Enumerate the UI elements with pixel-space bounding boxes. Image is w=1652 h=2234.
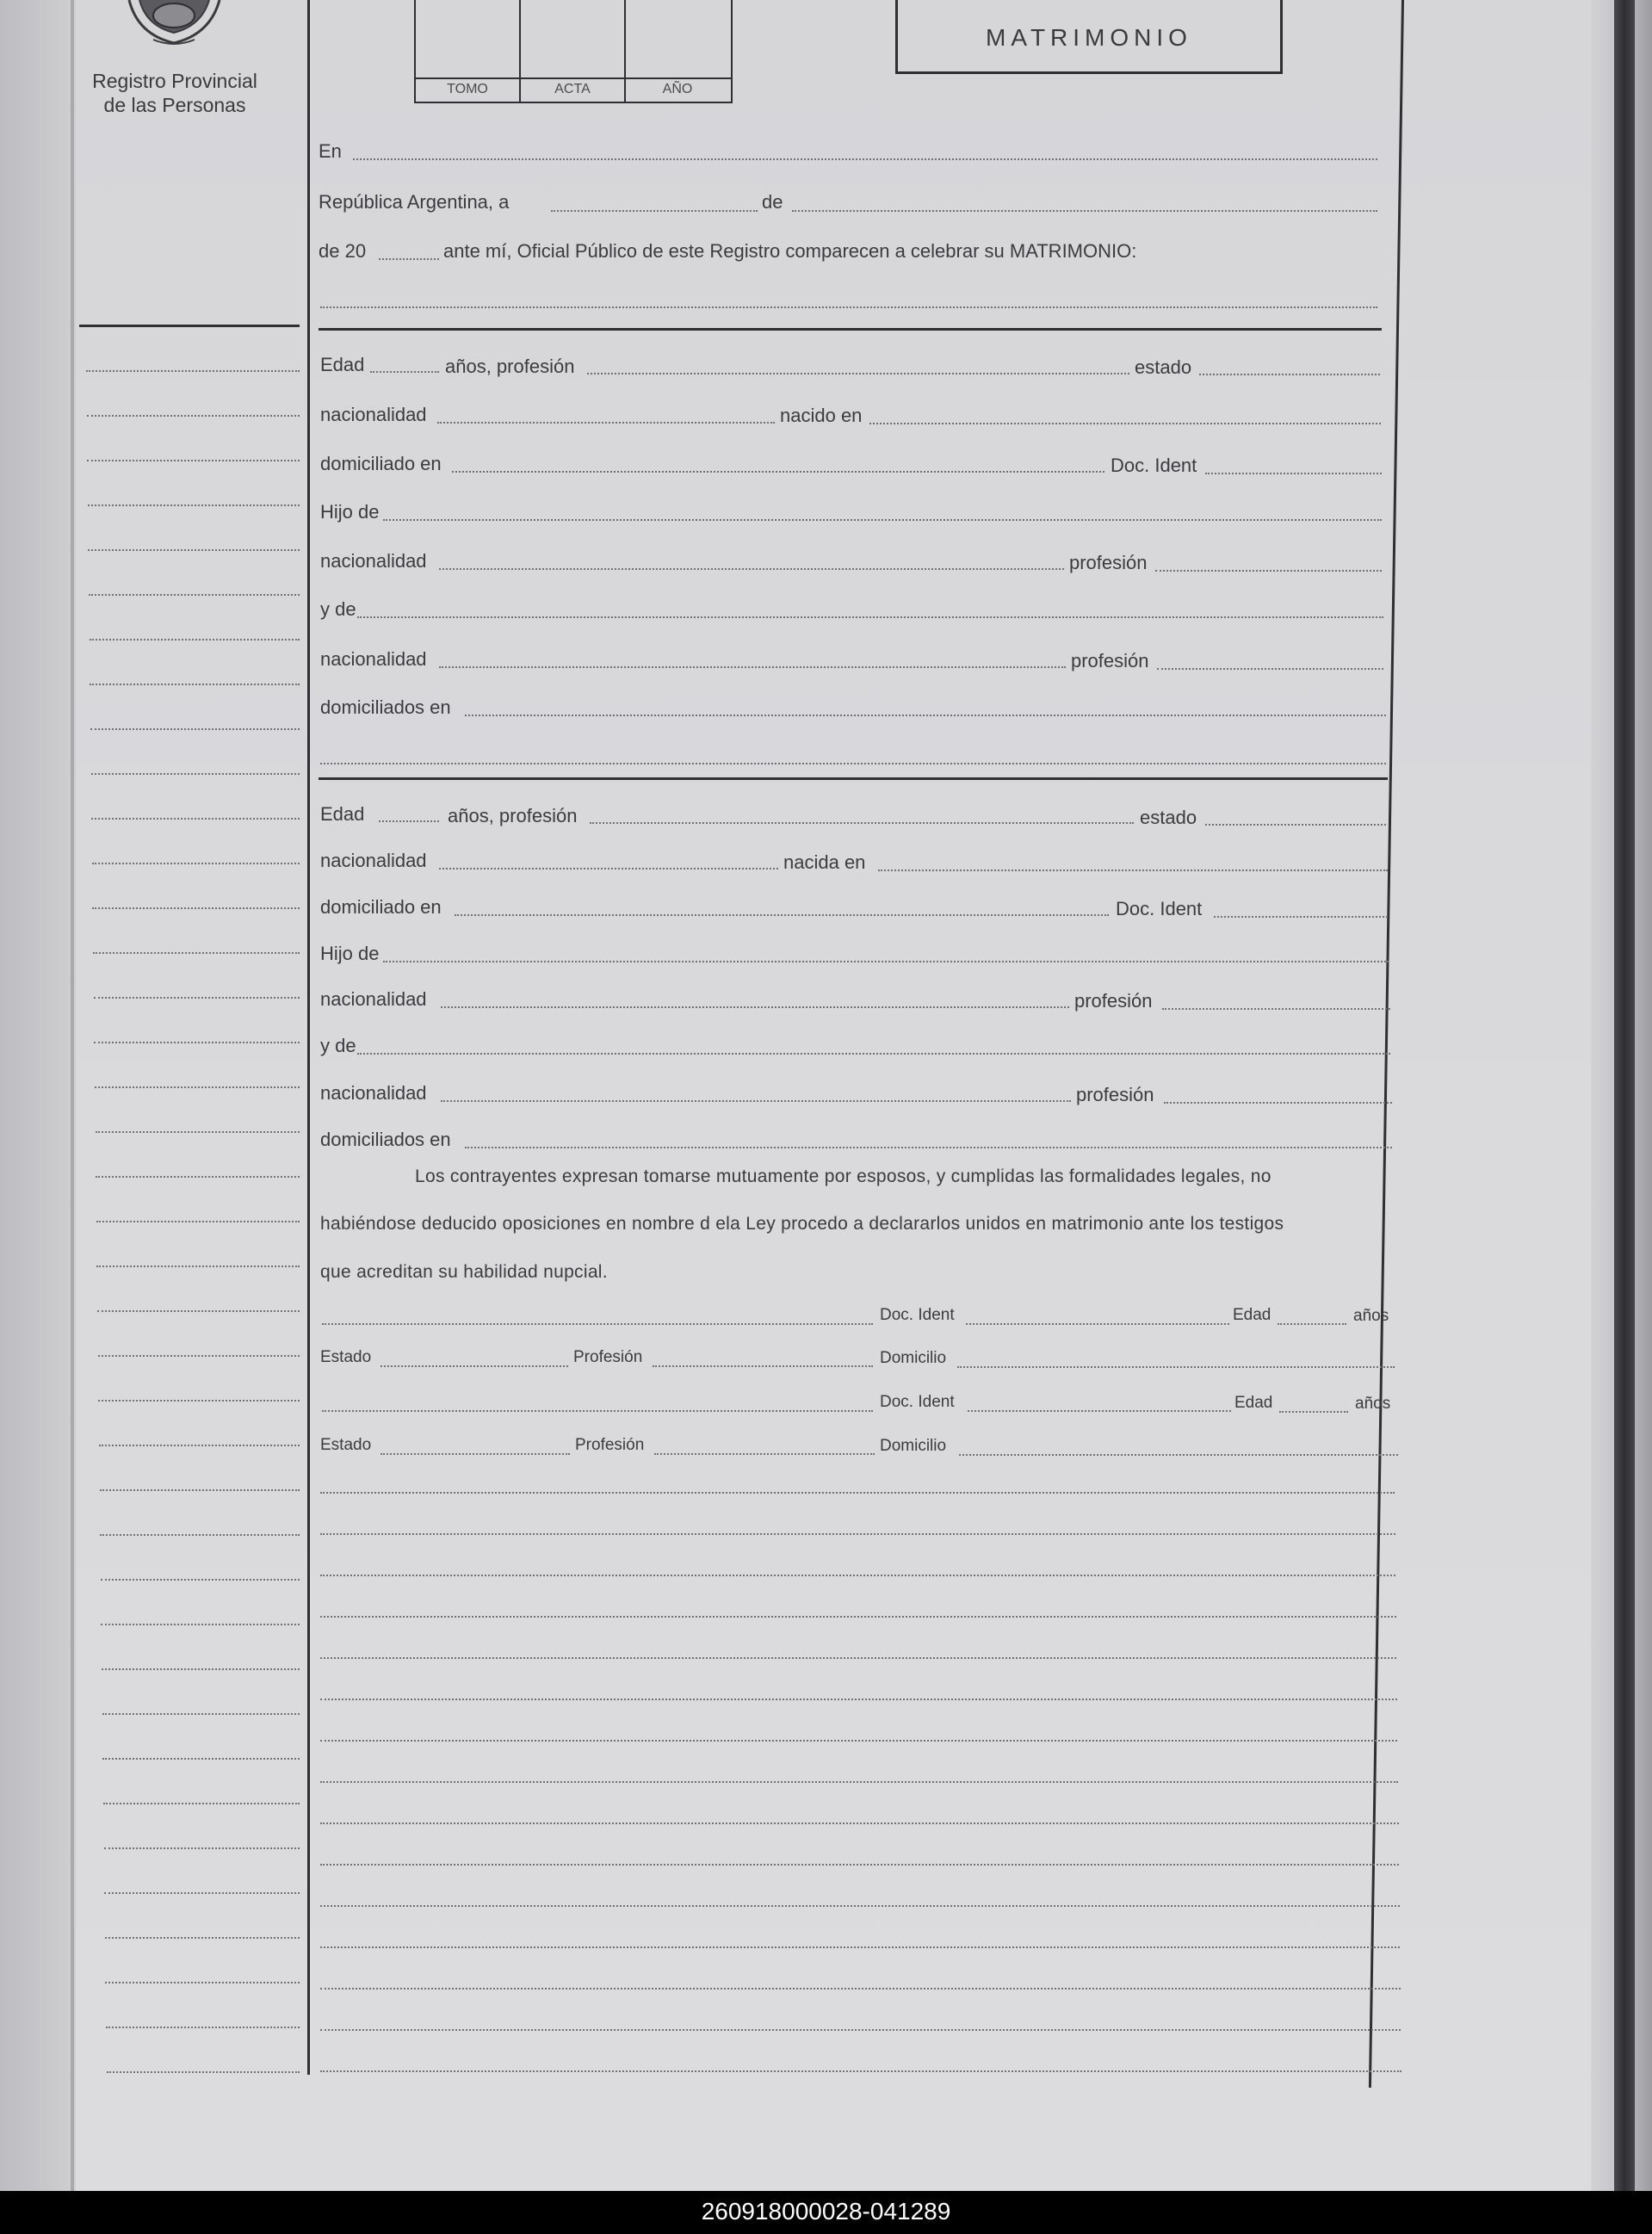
- w2-doc-ident-field[interactable]: [968, 1410, 1231, 1412]
- page-fold-shadow: [71, 0, 74, 2191]
- w1-estado-label: Estado: [320, 1348, 372, 1366]
- margin-line[interactable]: [97, 1310, 300, 1312]
- p2-edad-label: Edad: [320, 803, 365, 825]
- margin-line[interactable]: [100, 1489, 300, 1491]
- notes-line[interactable]: [320, 1740, 1397, 1742]
- margin-line[interactable]: [107, 2071, 300, 2073]
- margin-line[interactable]: [91, 818, 300, 820]
- p1-estado-label: estado: [1135, 356, 1192, 378]
- margin-line[interactable]: [94, 1042, 300, 1043]
- p1-domiciliado-field[interactable]: [452, 471, 1104, 473]
- w1-doc-ident-field[interactable]: [966, 1323, 1229, 1325]
- p2-domiciliado-label: domiciliado en: [320, 896, 442, 918]
- margin-line[interactable]: [102, 1758, 300, 1760]
- margin-line[interactable]: [96, 1176, 300, 1178]
- p2-profesion3-field[interactable]: [1164, 1102, 1392, 1104]
- p2-nacida-en-field[interactable]: [878, 869, 1388, 871]
- declaration-line-2: habiéndose deducido oposiciones en nombre d ela Ley procedo a declararlos unidos en matrimonio ante los testigos: [320, 1214, 1284, 1234]
- margin-line[interactable]: [90, 639, 300, 640]
- margin-line[interactable]: [96, 1221, 300, 1222]
- acta-label: ACTA: [554, 82, 591, 96]
- w1-domicilio-label: Domicilio: [880, 1349, 947, 1367]
- p2-domiciliados-field[interactable]: [465, 1147, 1392, 1148]
- w1-doc-ident-label: Doc. Ident: [880, 1306, 955, 1324]
- party-separator-rule: [319, 777, 1388, 780]
- p1-nacido-en-field[interactable]: [869, 423, 1381, 424]
- notes-line[interactable]: [320, 1575, 1395, 1576]
- w2-domicilio-label: Domicilio: [880, 1437, 947, 1455]
- margin-line[interactable]: [91, 773, 300, 775]
- margin-line[interactable]: [102, 1713, 300, 1715]
- margin-line[interactable]: [92, 907, 300, 909]
- notes-line[interactable]: [320, 1657, 1396, 1659]
- margin-line[interactable]: [99, 1445, 300, 1446]
- w1-profesion-label: Profesión: [573, 1348, 643, 1366]
- notes-line[interactable]: [320, 1988, 1401, 1990]
- p1-nacido-en-label: nacido en: [780, 405, 863, 426]
- margin-line[interactable]: [100, 1534, 300, 1536]
- intro-day-field[interactable]: [551, 210, 758, 212]
- p2-estado-label: estado: [1140, 807, 1197, 828]
- notes-line[interactable]: [320, 1492, 1395, 1494]
- box-label-divider: [414, 77, 731, 79]
- ano-label: AÑO: [662, 82, 693, 96]
- margin-line[interactable]: [95, 1086, 300, 1088]
- p1-nacionalidad3-label: nacionalidad: [320, 648, 427, 670]
- p1-profesion-label: profesión: [1069, 552, 1148, 573]
- p1-nacionalidad-label: nacionalidad: [320, 404, 427, 425]
- margin-line[interactable]: [87, 460, 300, 461]
- p2-profesion2-label: profesión: [1076, 1084, 1154, 1105]
- w2-profesion-field[interactable]: [654, 1453, 875, 1455]
- p1-profesion2-label: profesión: [1071, 650, 1149, 671]
- p1-y-de-label: y de: [320, 598, 356, 620]
- p2-y-de-label: y de: [320, 1035, 356, 1056]
- margin-line[interactable]: [88, 549, 300, 551]
- intro-names-field[interactable]: [320, 306, 1377, 308]
- p2-nacida-en-label: nacida en: [783, 851, 866, 873]
- margin-line[interactable]: [105, 1982, 300, 1983]
- p2-nacionalidad-field[interactable]: [439, 868, 778, 869]
- margin-line[interactable]: [103, 1803, 300, 1804]
- notes-line[interactable]: [320, 1699, 1397, 1700]
- book-binding: [1614, 0, 1635, 2191]
- notes-line[interactable]: [320, 1616, 1396, 1618]
- p1-hijo-de-label: Hijo de: [320, 501, 380, 523]
- organization-line-2: de las Personas: [103, 94, 246, 116]
- notes-line[interactable]: [320, 1864, 1399, 1866]
- margin-line[interactable]: [96, 1131, 300, 1133]
- p2-domiciliados-label: domiciliados en: [320, 1129, 451, 1150]
- p1-nacionalidad2-field[interactable]: [439, 568, 1064, 570]
- margin-line[interactable]: [94, 997, 300, 999]
- w1-edad-field[interactable]: [1278, 1323, 1346, 1325]
- margin-line[interactable]: [87, 415, 300, 417]
- intro-year-label: de 20: [319, 240, 367, 262]
- p2-hijo-de-field[interactable]: [383, 961, 1389, 962]
- p2-nacionalidad2-field[interactable]: [441, 1006, 1069, 1008]
- w2-estado-field[interactable]: [381, 1453, 570, 1455]
- title-box: [895, 0, 1283, 74]
- declaration-line-1: Los contrayentes expresan tomarse mutuamente por esposos, y cumplidas las formalidades legales, no: [415, 1167, 1271, 1186]
- margin-line[interactable]: [106, 2027, 300, 2028]
- margin-line[interactable]: [101, 1624, 300, 1625]
- intro-de-label: de: [762, 191, 783, 213]
- w1-anos-label: años: [1353, 1307, 1389, 1325]
- intro-month-field[interactable]: [792, 210, 1377, 212]
- p2-doc-ident-label: Doc. Ident: [1116, 898, 1203, 919]
- page-title: MATRIMONIO: [986, 24, 1192, 51]
- w1-profesion-field[interactable]: [653, 1365, 873, 1367]
- w1-estado-field[interactable]: [381, 1365, 568, 1367]
- w2-domicilio-field[interactable]: [959, 1454, 1398, 1456]
- w2-doc-ident-label: Doc. Ident: [880, 1393, 955, 1411]
- tomo-label: TOMO: [447, 82, 488, 96]
- p1-edad-label: Edad: [320, 354, 365, 375]
- p2-edad-field[interactable]: [379, 820, 439, 822]
- p1-y-de-field[interactable]: [357, 616, 1383, 618]
- margin-line[interactable]: [98, 1400, 300, 1402]
- p2-nacionalidad3-field[interactable]: [441, 1100, 1071, 1102]
- left-column-divider: [307, 0, 310, 2075]
- w1-edad-label: Edad: [1233, 1306, 1271, 1324]
- w2-name-field[interactable]: [322, 1410, 873, 1412]
- scan-id: 260918000028-041289: [701, 2198, 951, 2225]
- provincial-seal-icon: [121, 0, 228, 48]
- w2-profesion-label: Profesión: [575, 1436, 645, 1454]
- margin-line[interactable]: [90, 684, 300, 685]
- notes-line[interactable]: [320, 1533, 1395, 1535]
- intro-ante-mi-text: ante mí, Oficial Público de este Registro comparecen a celebrar su MATRIMONIO:: [443, 240, 1137, 262]
- notes-line[interactable]: [320, 1781, 1398, 1783]
- margin-line[interactable]: [104, 1847, 300, 1849]
- margin-line[interactable]: [88, 504, 300, 506]
- w2-estado-label: Estado: [320, 1436, 372, 1454]
- p1-anos-profesion-label: años, profesión: [445, 356, 575, 377]
- margin-line[interactable]: [92, 863, 300, 864]
- notes-line[interactable]: [320, 1822, 1399, 1824]
- margin-line[interactable]: [93, 952, 300, 954]
- organization-name: [76, 69, 274, 117]
- p2-nacionalidad2-label: nacionalidad: [320, 988, 427, 1010]
- w2-edad-field[interactable]: [1279, 1411, 1348, 1413]
- w2-anos-label: años: [1355, 1395, 1391, 1413]
- w1-domicilio-field[interactable]: [957, 1366, 1395, 1368]
- page-left-gutter: [0, 0, 76, 2191]
- p2-anos-profesion-label: años, profesión: [448, 805, 578, 826]
- p1-domiciliado-label: domiciliado en: [320, 453, 442, 474]
- margin-line[interactable]: [101, 1579, 300, 1581]
- notes-line[interactable]: [320, 2029, 1401, 2031]
- margin-line[interactable]: [86, 370, 300, 372]
- p1-domiciliados-label: domiciliados en: [320, 696, 451, 718]
- intro-en-label: En: [319, 140, 342, 162]
- p1-nacionalidad-field[interactable]: [437, 422, 775, 424]
- p1-edad-field[interactable]: [370, 371, 439, 373]
- p1-hijo-de-field[interactable]: [383, 519, 1382, 521]
- margin-line[interactable]: [102, 1668, 300, 1670]
- p1-doc-ident-field[interactable]: [1205, 473, 1382, 474]
- margin-line[interactable]: [90, 728, 300, 730]
- intro-year-field[interactable]: [379, 258, 439, 260]
- declaration-line-3: que acreditan su habilidad nupcial.: [320, 1262, 608, 1282]
- p2-estado-field[interactable]: [1205, 824, 1386, 826]
- notes-line[interactable]: [320, 1946, 1400, 1948]
- p1-profesion3-field[interactable]: [1157, 668, 1383, 670]
- intro-republica-label: República Argentina, a: [319, 191, 510, 213]
- p1-nacionalidad3-field[interactable]: [439, 666, 1066, 668]
- p2-doc-ident-field[interactable]: [1214, 916, 1388, 918]
- p2-profesion2-field[interactable]: [1162, 1008, 1390, 1010]
- p1-nacionalidad2-label: nacionalidad: [320, 550, 427, 572]
- intro-en-field[interactable]: [353, 158, 1377, 160]
- intro-rule: [319, 328, 1382, 331]
- p1-estado-field[interactable]: [1199, 374, 1380, 375]
- margin-line[interactable]: [96, 1266, 300, 1267]
- w1-name-field[interactable]: [322, 1323, 873, 1325]
- margin-line[interactable]: [89, 594, 300, 596]
- p1-profesion-field[interactable]: [587, 373, 1129, 374]
- p1-doc-ident-label: Doc. Ident: [1111, 455, 1197, 476]
- margin-line[interactable]: [105, 1937, 300, 1939]
- right-border: [1369, 0, 1404, 2088]
- margin-line[interactable]: [98, 1355, 300, 1357]
- p2-profesion-label: profesión: [1074, 990, 1153, 1012]
- p2-nacionalidad-label: nacionalidad: [320, 850, 427, 871]
- p2-domiciliado-field[interactable]: [455, 914, 1109, 916]
- margin-line[interactable]: [104, 1892, 300, 1894]
- p1-domiciliados-field[interactable]: [465, 715, 1386, 716]
- p2-y-de-field[interactable]: [357, 1053, 1390, 1055]
- margin-top-rule: [79, 325, 300, 327]
- notes-line[interactable]: [320, 1905, 1400, 1907]
- p1-profesion2-field[interactable]: [1155, 570, 1382, 572]
- p2-nacionalidad3-label: nacionalidad: [320, 1082, 427, 1104]
- p2-profesion-field[interactable]: [590, 822, 1134, 824]
- p1-domiciliados-field-2[interactable]: [320, 763, 1386, 764]
- w2-edad-label: Edad: [1234, 1394, 1273, 1412]
- notes-line[interactable]: [320, 2070, 1401, 2072]
- organization-line-1: Registro Provincial: [92, 70, 257, 92]
- p2-hijo-de-label: Hijo de: [320, 943, 380, 964]
